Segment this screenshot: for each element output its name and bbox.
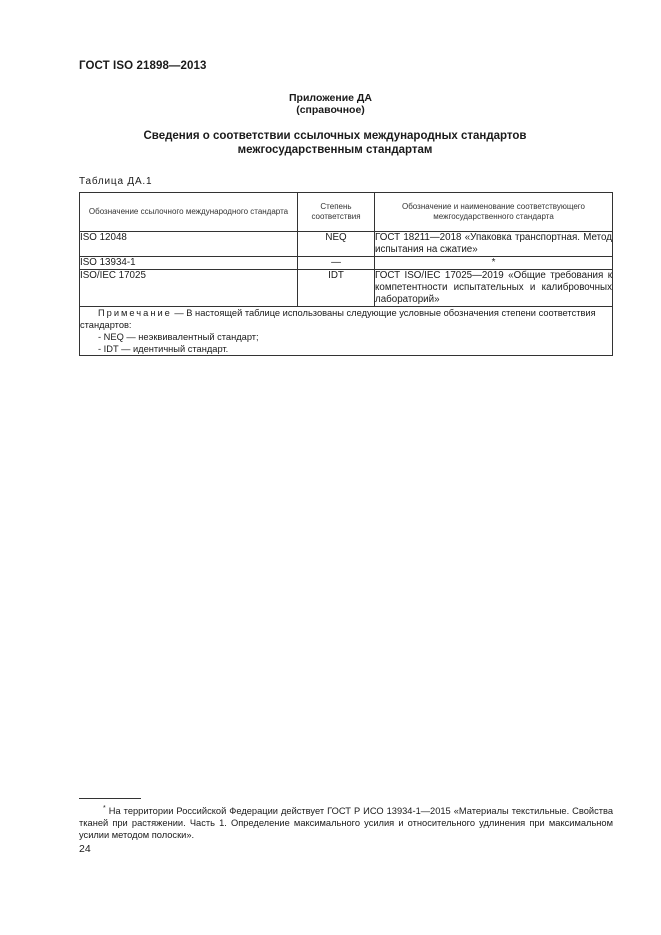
cell-national-standard: ГОСТ 18211—2018 «Упаковка транспортная. Метод испытания на сжатие»	[375, 232, 612, 255]
table-caption: Таблица ДА.1	[79, 176, 153, 187]
table-row	[80, 257, 613, 270]
header-degree: Степень соответствия	[298, 193, 375, 232]
note-item: - IDT — идентичный стандарт.	[98, 344, 229, 354]
correspondence-table	[79, 192, 613, 356]
page-number: 24	[79, 843, 91, 855]
note-intro	[80, 307, 612, 331]
footnote-divider	[79, 798, 141, 799]
footnote	[79, 803, 613, 841]
table-note	[80, 307, 613, 356]
note-label: Примечание	[98, 308, 172, 318]
footnote-text: На территории Российской Федерации действует ГОСТ Р ИСО 13934-1—2015 «Материалы текстильные. Свойства тканей при растяжении. Часть 1. Определение максимального усилия и относительного удлинения при максимальном усилии методом полоски».	[79, 806, 613, 841]
cell-degree: NEQ	[298, 232, 375, 257]
header-national-standard: Обозначение и наименование соответствующего межгосударственного стандарта	[375, 193, 613, 232]
cell-degree: IDT	[298, 270, 375, 307]
standard-code: ГОСТ ISO 21898—2013	[79, 60, 207, 72]
table-row	[80, 232, 613, 257]
cell-intl-standard: ISO/IEC 17025	[80, 270, 298, 307]
note-item: - NEQ — неэквивалентный стандарт;	[98, 332, 259, 342]
appendix-subtitle: (справочное)	[296, 104, 365, 116]
cell-intl-standard: ISO 13934-1	[80, 257, 298, 270]
header-intl-standard: Обозначение ссылочного международного стандарта	[80, 193, 298, 232]
cell-national-standard: *	[375, 257, 613, 270]
footnote-marker: *	[103, 805, 106, 812]
table-header-row	[80, 193, 613, 232]
note-text: — В настоящей таблице использованы следующие условные обозначения степени соответствия стандартов:	[80, 308, 596, 330]
table-row	[80, 270, 613, 307]
cell-intl-standard: ISO 12048	[80, 232, 298, 257]
table-note-row	[80, 307, 613, 356]
appendix-title: Приложение ДА	[289, 92, 372, 104]
cell-national-standard: ГОСТ ISO/IEC 17025—2019 «Общие требования к компетентности испытательных и калибровочных лабораторий»	[375, 270, 612, 305]
cell-degree: —	[298, 257, 375, 270]
section-heading: Сведения о соответствии ссылочных международных стандартов межгосударственным стандартам	[143, 130, 527, 156]
